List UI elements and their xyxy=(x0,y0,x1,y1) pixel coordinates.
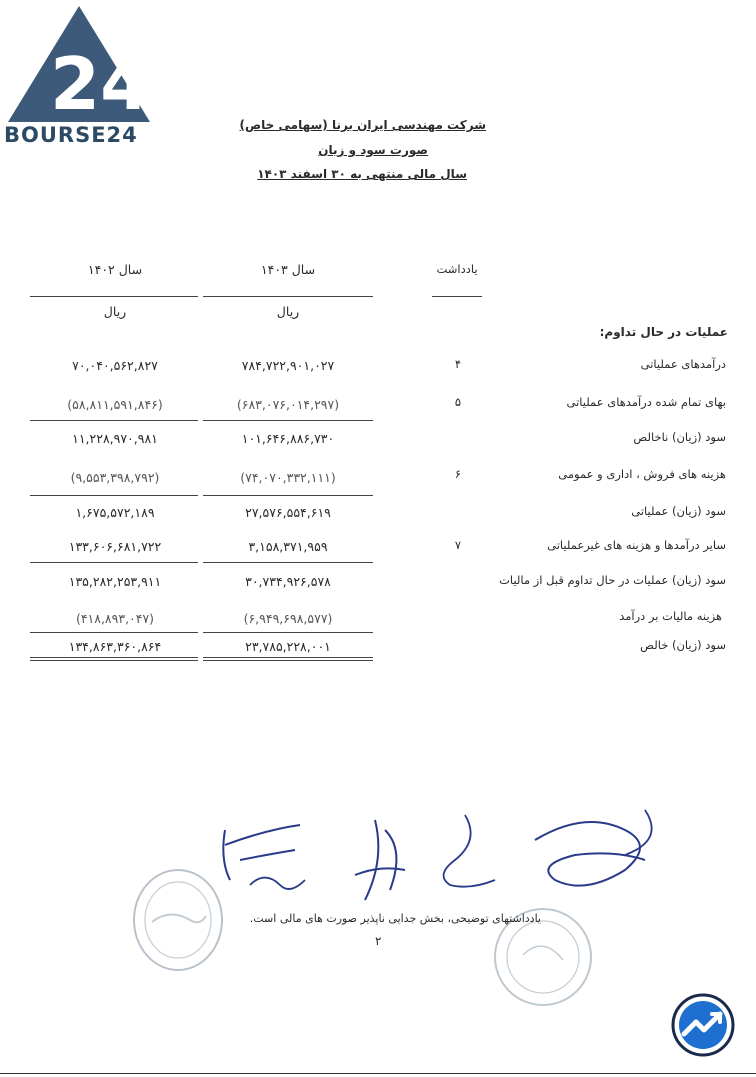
unit-1402: ریال xyxy=(103,304,127,319)
total-double-rule xyxy=(203,660,373,661)
row-value-1403: ۲۳,۷۸۵,۲۲۸,۰۰۱ xyxy=(245,639,331,654)
logo-wordmark: BOURSE24 xyxy=(4,123,138,147)
row-value-1402: (۴۱۸,۸۹۳,۰۴۷) xyxy=(75,611,155,626)
total-double-rule xyxy=(30,660,198,661)
statement-title: صورت سود و زیان xyxy=(318,143,428,157)
row-label: سایر درآمدها و هزینه های غیرعملیاتی xyxy=(547,538,726,552)
year-1403-header-rule xyxy=(203,296,373,297)
row-label: سود (زیان) خالص xyxy=(640,638,726,652)
row-label: سود (زیان) عملیات در حال تداوم قبل از مالیات xyxy=(499,573,726,587)
total-double-rule xyxy=(30,657,198,658)
signatures xyxy=(205,800,675,920)
svg-text:24: 24 xyxy=(50,42,151,122)
row-value-1402: ۱۳۵,۲۸۲,۲۵۳,۹۱۱ xyxy=(68,574,162,589)
row-value-1403: ۲۷,۵۷۶,۵۵۴,۶۱۹ xyxy=(245,505,331,520)
bourse24-triangle-icon xyxy=(4,4,154,122)
row-note: ۷ xyxy=(454,538,462,552)
row-note: ۴ xyxy=(454,357,462,371)
row-value-1403: ۳۰,۷۳۴,۹۲۶,۵۷۸ xyxy=(245,574,331,589)
page-number: ۲ xyxy=(375,934,382,948)
row-value-1402: (۵۸,۸۱۱,۵۹۱,۸۴۶) xyxy=(67,397,163,412)
company-name: شرکت مهندسی ایران برنا (سهامی خاص) xyxy=(239,118,486,132)
row-value-1403: ۱۰۱,۶۴۶,۸۸۶,۷۳۰ xyxy=(241,431,335,446)
unit-1403: ریال xyxy=(276,304,300,319)
row-value-1402: ۱۳۳,۶۰۶,۶۸۱,۷۲۲ xyxy=(68,539,162,554)
subtotal-rule xyxy=(203,562,373,563)
section-title: عملیات در حال تداوم: xyxy=(599,325,728,339)
row-label: هزینه های فروش ، اداری و عمومی xyxy=(558,467,726,481)
subtotal-rule xyxy=(203,495,373,496)
subtotal-rule xyxy=(30,632,198,633)
total-double-rule xyxy=(203,657,373,658)
subtotal-rule xyxy=(30,495,198,496)
note-column-header: یادداشت xyxy=(436,262,478,276)
subtotal-rule xyxy=(30,562,198,563)
row-value-1402: ۱,۶۷۵,۵۷۲,۱۸۹ xyxy=(75,505,155,520)
row-value-1402: ۷۰,۰۴۰,۵۶۲,۸۲۷ xyxy=(72,358,158,373)
row-label: بهای تمام شده درآمدهای عملیاتی xyxy=(566,395,726,409)
trend-up-icon xyxy=(670,992,736,1058)
row-value-1403: (۷۴,۰۷۰,۳۳۲,۱۱۱) xyxy=(240,470,336,485)
bourse24-logo xyxy=(4,4,154,149)
period-title: سال مالی منتهی به ۳۰ اسفند ۱۴۰۳ xyxy=(257,167,467,181)
row-value-1403: (۶,۹۴۹,۶۹۸,۵۷۷) xyxy=(243,611,333,626)
subtotal-rule xyxy=(203,632,373,633)
page-bottom-border xyxy=(0,1073,756,1074)
row-value-1402: ۱۳۴,۸۶۳,۳۶۰,۸۶۴ xyxy=(68,639,162,654)
year-1402-header-rule xyxy=(30,296,198,297)
row-label: هزینه مالیات بر درآمد xyxy=(619,609,722,623)
year-1402-header: سال ۱۴۰۲ xyxy=(87,262,143,277)
row-value-1402: ۱۱,۲۲۸,۹۷۰,۹۸۱ xyxy=(72,431,158,446)
row-value-1403: ۷۸۴,۷۲۲,۹۰۱,۰۲۷ xyxy=(241,358,335,373)
row-value-1403: (۶۸۳,۰۷۶,۰۱۴,۲۹۷) xyxy=(236,397,340,412)
note-header-rule xyxy=(432,296,482,297)
row-label: سود (زیان) عملیاتی xyxy=(631,504,726,518)
row-value-1403: ۳,۱۵۸,۳۷۱,۹۵۹ xyxy=(248,539,328,554)
subtotal-rule xyxy=(203,420,373,421)
row-value-1402: (۹,۵۵۳,۳۹۸,۷۹۲) xyxy=(70,470,160,485)
row-label: سود (زیان) ناخالص xyxy=(633,430,726,444)
row-label: درآمدهای عملیاتی xyxy=(640,357,726,371)
row-note: ۵ xyxy=(454,395,462,409)
subtotal-rule xyxy=(30,420,198,421)
row-note: ۶ xyxy=(454,467,462,481)
year-1403-header: سال ۱۴۰۳ xyxy=(260,262,316,277)
footer-note: یادداشتهای توضیحی، بخش جدایی ناپذیر صورت های مالی است. xyxy=(249,912,541,925)
